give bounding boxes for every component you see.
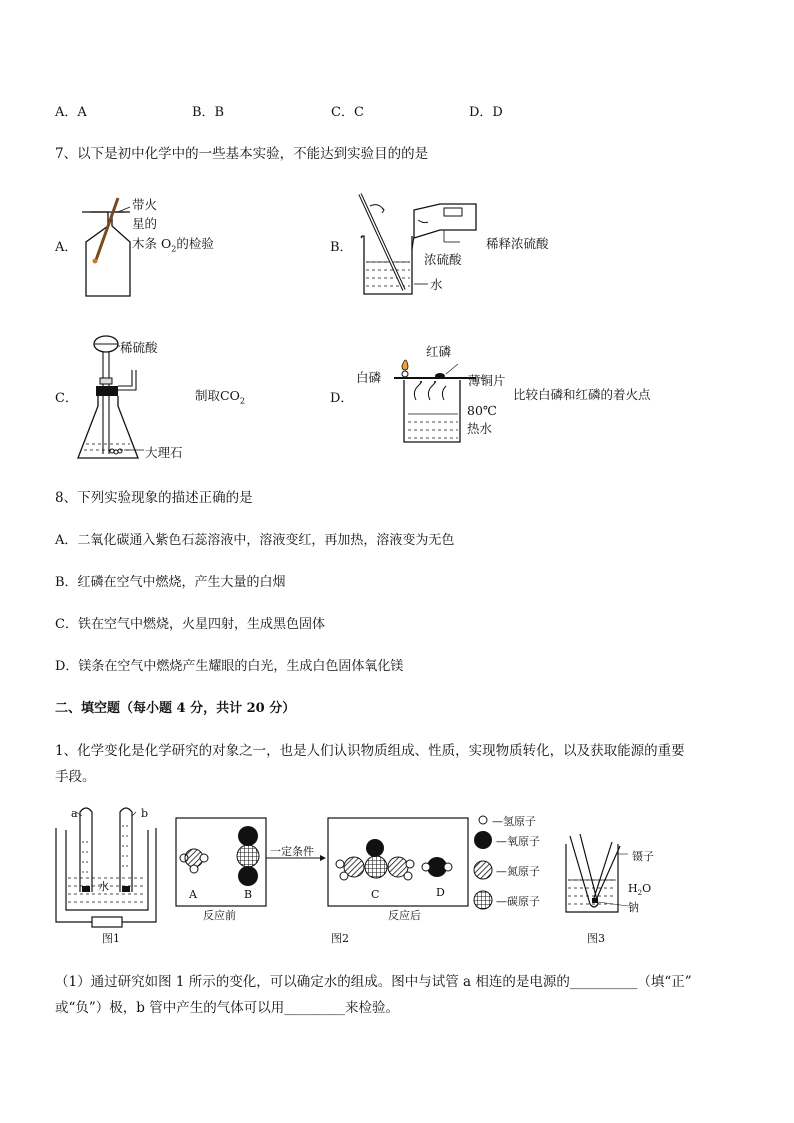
q7-b-label-water: 水: [430, 277, 443, 292]
fig3-sodium-label: 钠: [628, 901, 639, 914]
legend-hydrogen: —氢原子: [492, 815, 536, 828]
q7-a-label2: 星的: [132, 216, 158, 231]
q8-option-d: D．镁条在空气中燃烧产生耀眼的白光，生成白色固体氧化镁: [55, 659, 404, 674]
fig2-condition: 一定条件: [270, 845, 314, 858]
fig2-label-a: A: [189, 888, 197, 901]
fig3-caption: 图3: [587, 932, 605, 945]
q6-option-d: D．D: [469, 105, 503, 120]
fig2-reaction: [172, 812, 472, 912]
q7-a-label3: 木条 $O_2$的检验: [132, 236, 214, 254]
q6-option-a: A．A: [55, 105, 87, 120]
q1-sub1-line1: （1）通过研究如图 1 所示的变化，可以确定水的组成。图中与试管 a 相连的是电源的__________（填“正”: [55, 974, 692, 990]
q7-c-label-stone: 大理石: [145, 445, 183, 460]
q8-option-b: B．红磷在空气中燃烧，产生大量的白烟: [55, 575, 286, 590]
fig2-before: 反应前: [203, 909, 236, 922]
q7-a-label1: 带火: [132, 197, 158, 212]
q7-d-letter: D．: [330, 391, 354, 406]
q7-c-title: 制取$CO_2$: [195, 388, 245, 406]
q8-option-a: A．二氧化碳通入紫色石蕊溶液中，溶液变红，再加热，溶液变为无色: [55, 533, 455, 548]
q7-d-copper: 薄铜片: [468, 373, 506, 388]
legend-oxygen: —氧原子: [496, 835, 540, 848]
q7-c-label-acid: 稀硫酸: [120, 340, 158, 355]
fig3-h2o: $H_2O$: [628, 882, 652, 898]
fig2-after: 反应后: [388, 909, 421, 922]
q7-d-hot-water: 热水: [467, 421, 493, 436]
fig1-label-water: 水: [98, 880, 109, 893]
q7-d-white-p: 白磷: [356, 370, 382, 385]
legend-nitrogen: —氮原子: [496, 865, 540, 878]
q6-option-c: C．C: [331, 105, 364, 120]
fig3-tweezers: 镊子: [632, 850, 654, 863]
q7-a-letter: A．: [55, 240, 78, 255]
q7-stem: 7、以下是初中化学中的一些基本实验，不能达到实验目的的是: [55, 146, 429, 162]
q1-sub1-line2: 或“负”）极，b 管中产生的气体可以用_________来检验。: [55, 1000, 399, 1016]
q1-stem-line1: 1、化学变化是化学研究的对象之一，也是人们认识物质组成、性质，实现物质转化，以及获取能源的重要: [55, 743, 685, 759]
q7-b-label-acid: 浓硫酸: [424, 252, 462, 267]
fig1-label-a: a: [71, 807, 78, 820]
fig2-label-b: B: [244, 888, 253, 901]
fig1-caption: 图1: [102, 932, 120, 945]
fig2-label-c: C: [371, 888, 380, 901]
q1-stem-line2: 手段。: [55, 769, 96, 785]
q8-option-c: C．铁在空气中燃烧，火星四射，生成黑色固体: [55, 617, 325, 632]
q8-stem: 8、下列实验现象的描述正确的是: [55, 490, 253, 506]
q7-d-temp: 80℃: [467, 403, 497, 418]
fig2-caption: 图2: [331, 932, 349, 945]
q7-b-letter: B．: [330, 240, 353, 255]
fig1-label-b: b: [141, 807, 149, 820]
q7-b-figure: [348, 190, 488, 300]
q7-c-letter: C．: [55, 391, 78, 406]
section2-title: 二、填空题（每小题 4 分，共计 20 分）: [55, 701, 296, 716]
q7-b-title: 稀释浓硫酸: [486, 236, 549, 251]
q7-d-red-p: 红磷: [426, 344, 452, 359]
fig2-label-d: D: [436, 886, 445, 899]
q7-d-title: 比较白磷和红磷的着火点: [513, 387, 651, 402]
fig1-electrolysis: [52, 802, 162, 947]
q6-option-b: B．B: [192, 105, 225, 120]
legend-carbon: —碳原子: [496, 895, 540, 908]
